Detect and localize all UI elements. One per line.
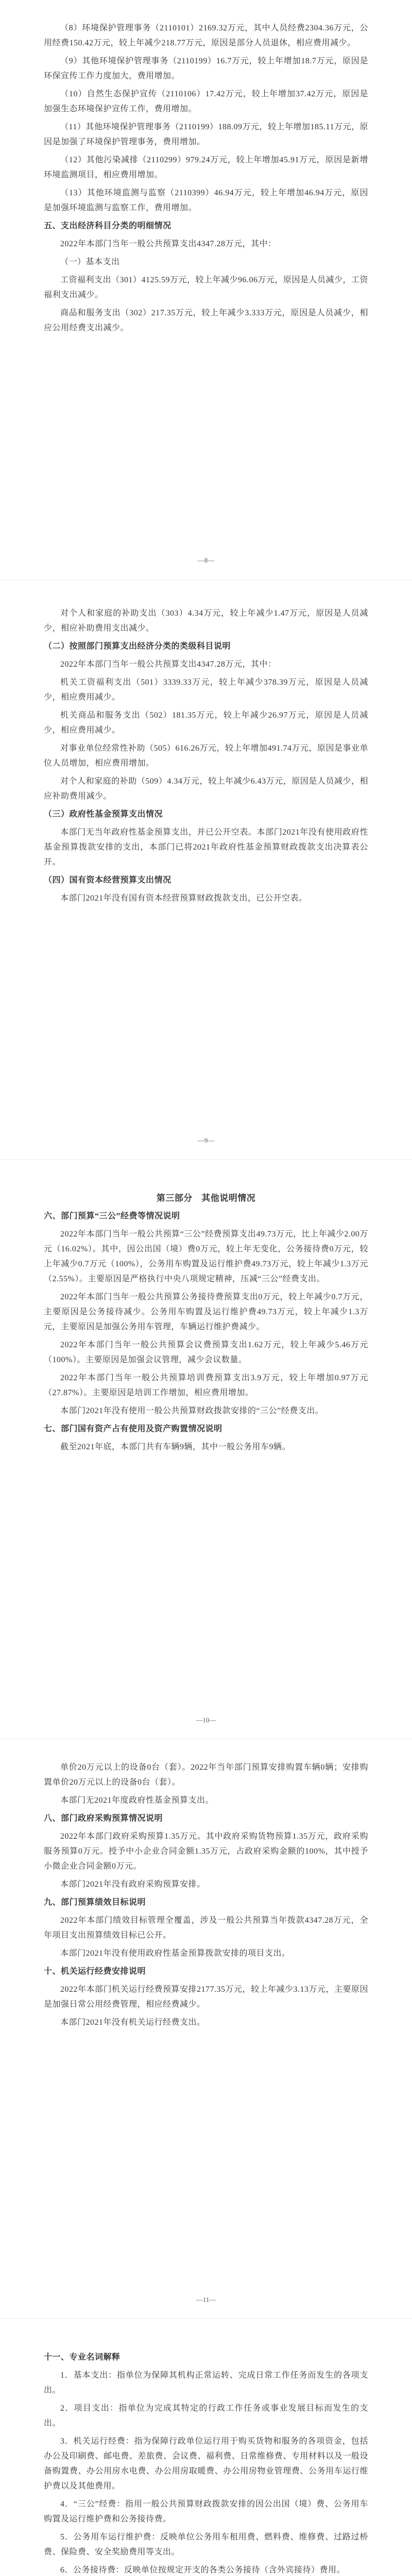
paragraph: 对个人和家庭的补助支出（303）4.34万元，较上年减少1.47万元，原因是人员减少，相应补助费用支出减少。	[44, 609, 368, 633]
section-heading: 六、部门预算“三公”经费等情况说明	[44, 1212, 180, 1221]
section-heading: 七、部门国有资产占有使用及资产购置情况说明	[44, 1425, 222, 1433]
document-page	[0, 1160, 412, 1739]
paragraph: （13）其他环境监测与监察（2110399）46.94万元，较上年增加46.94万元，原因是加强环境监测与监察工作，费用增加。	[44, 189, 368, 212]
paragraph: 4．“三公”经费：指用一般公共预算财政拨款安排的因公出国（境）费、公务用车购置及运行维护费和公务接待费。	[44, 2500, 368, 2523]
paragraph: 6．公务接待费：反映单位按规定开支的各类公务接待（含外宾接待）费用。	[60, 2566, 346, 2574]
paragraph: （12）其他污染减排（2110299）979.24万元，较上年增加45.91万元，原因是新增环境监测项目，相应费用增加。	[44, 156, 368, 179]
paragraph: 2022年本部门当年一般公共预算支出4347.28万元，其中：	[60, 240, 277, 248]
document-page	[0, 0, 412, 580]
paragraph: 2022年本部门当年一般公共预算支出4347.28万元，其中：	[60, 660, 277, 669]
part-title: 第三部分 其他说明情况	[156, 1193, 256, 1203]
document-page	[0, 2319, 412, 2576]
section-heading: 五、支出经济科目分类的明细情况	[44, 222, 171, 230]
paragraph: 对事业单位经常性补助（505）616.26万元，较上年增加491.74万元，原因是事业单位人员增加，相应费用增加。	[44, 744, 369, 768]
paragraph: 2022年本部门绩效目标管理全覆盖，涉及一般公共预算当年拨款4347.28万元，全年项目支出预算绩效目标已公开。	[44, 1916, 368, 1940]
paragraph: 5．公务用车运行维护费：反映单位公务用车租用费、燃料费、维修费、过路过桥费、保险费、安全奖励费用等支出。	[44, 2533, 368, 2556]
section-heading: 九、部门预算绩效目标说明	[44, 1898, 146, 1907]
paragraph: 商品和服务支出（302）217.35万元，较上年减少3.333万元，原因是人员减少，相应公用经费支出减少。	[44, 309, 368, 332]
page-number: —10—	[196, 1716, 216, 1724]
paragraph: 机关商品和服务支出（502）181.35万元，较上年减少26.97万元，原因是人员减少，相应费用减少。	[44, 711, 368, 735]
paragraph: 对个人和家庭的补助（509）4.34万元，较上年减少6.43万元，原因是人员减少，相应补助费用减少。	[44, 777, 368, 801]
paragraph: （8）环境保护管理事务（2110101）2169.32万元，其中人员经费2304.36万元，公用经费150.42万元，较上年减少218.77万元，原因是部分人员退休，相应费用减少。	[44, 24, 368, 47]
page-number: —11—	[196, 2296, 216, 2303]
section-heading: 十、机关运行经费安排说明	[44, 1967, 146, 1976]
document-page	[0, 580, 412, 1159]
paragraph: 单价20万元以上的设备0台（套）。2022年当年部门预算安排购置车辆0辆；安排购置单价20万元以上的设备0台（套）。	[44, 1763, 368, 1787]
paragraph: 2022年本部门当年一般公共预算会议费预算支出1.62万元，较上年减少5.46万元（100%）。主要原因是加强会议管理，减少会议数量。	[44, 1341, 368, 1364]
page-number: —9—	[197, 1137, 215, 1144]
section-heading: 八、部门政府采购预算情况说明	[44, 1814, 163, 1823]
section-heading: （四）国有资本经营预算支出情况	[44, 876, 171, 885]
paragraph: （9）其他环境保护管理事务（2110199）16.7万元，较上年增加18.7万元，原因是环保宣传工作力度加大，费用增加。	[44, 57, 368, 80]
paragraph: 2．项目支出：指单位为完成其特定的行政工作任务或事业发展目标而发生的支出。	[44, 2404, 368, 2428]
page-content	[44, 606, 368, 909]
paragraph: 3．机关运行经费：指为保障行政单位运行用于购买货物和服务的各项资金，包括办公及印刷费、邮电费、差旅费、会议费、福利费、日常维修费、专用材料以及一般设备购置费、办公用房水电费、办公用房取暖费、办公用房物业管理费、公务用车运行维护费以及其他费用。	[44, 2437, 368, 2490]
document-page	[0, 1739, 412, 2318]
paragraph: （10）自然生态保护宣传（2110106）17.42万元，较上年增加37.42万元，原因是加强生态环境保护宣传工作，费用增加。	[44, 90, 368, 113]
paragraph: 2022年本部门机关运行经费预算安排2177.35万元，较上年减少3.13万元，主要原因是加强日常公用经费管理，相应经费减少。	[44, 1985, 369, 2009]
page-content	[44, 2350, 368, 2576]
paragraph: 本部门无当年政府性基金预算支出，并已公开空表。本部门2021年没有使用政府性基金预算拨款安排的支出，本部门已将2021年政府性基金预算财政拨款支出决算表公开。	[44, 828, 368, 867]
paragraph: 本部门2021年没有政府采购预算安排。	[60, 1880, 205, 1889]
paragraph: 本部门2021年没有国有资本经营预算财政拨款支出，已公开空表。	[60, 894, 307, 903]
paragraph: 工资福利支出（301）4125.59万元，较上年减少96.06万元，原因是人员减少，工资福利支出减少。	[44, 276, 369, 299]
paragraph: 1．基本支出：指单位为保障其机构正常运转、完成日常工作任务而发生的各项支出。	[44, 2371, 368, 2395]
page-content	[44, 21, 368, 338]
section-heading: （三）政府性基金预算支出情况	[44, 810, 163, 819]
paragraph: 2022年本部门当年一般公共预算“三公”经费预算支出49.73万元，比上年减少2.00万元（16.02%）。其中，因公出国（境）费0万元，较上年无变化，公务接待费0万元，较上年减少0.7万元（100%），公务用车购置及运行维护费49.73万元，较上年减少1.3万元（2.55%）。主要原因是严格执行中央八项规定精神，压减“三公”经费支出。	[44, 1230, 368, 1283]
page-number: —8—	[197, 556, 215, 564]
paragraph: 本部门无2021年度政府性基金预算支出。	[60, 1796, 214, 1805]
paragraph: 本部门2021年没有使用一般公共预算财政拨款安排的“三公”经费支出。	[60, 1406, 324, 1415]
paragraph: 截至2021年底，本部门共有车辆9辆，其中一般公务用车9辆。	[60, 1443, 291, 1451]
section-heading: 十一、专业名词解释	[44, 2353, 121, 2362]
paragraph: （一）基本支出	[60, 258, 120, 266]
paragraph: 本部门2021年没有机关运行经费支出。	[60, 2018, 205, 2027]
paragraph: 2022年本部门政府采购预算1.35万元。其中政府采购货物预算1.35万元，政府采购服务预算0万元。授予中小企业合同金额1.35万元，占政府采购金额的100%，其中授予小微企业合同金额0万元。	[44, 1832, 368, 1871]
paragraph: 机关工资福利支出（501）3339.33万元，较上年减少378.39万元，原因是人员减少，相应费用减少。	[44, 678, 368, 702]
section-heading: （二）按照部门预算支出经济分类的类级科目说明	[44, 642, 231, 651]
paragraph: 2022年本部门当年一般公共预算培训费预算支出3.9万元，较上年增加0.97万元（27.87%）。主要原因是培训工作增加，相应费用增加。	[44, 1374, 368, 1397]
paragraph: （11）其他环境保护管理事务（2110199）188.09万元，较上年增加185.11万元，原因是加强了环境保护管理事务，费用增加。	[44, 123, 368, 146]
paragraph: 2022年本部门当年一般公共预算公务接待费预算支出0万元，较上年减少0.7万元，主要原因是公务接待减少。公务用车购置及运行维护费49.73万元，较上年减少1.3万元，主要原因是加强公务用车管理，车辆运行维护费减少。	[44, 1293, 368, 1331]
page-content	[44, 1760, 368, 2033]
paragraph: 本部门2021年没有使用政府性基金预算拨款安排的项目支出。	[60, 1949, 290, 1958]
page-content	[44, 1191, 368, 1458]
